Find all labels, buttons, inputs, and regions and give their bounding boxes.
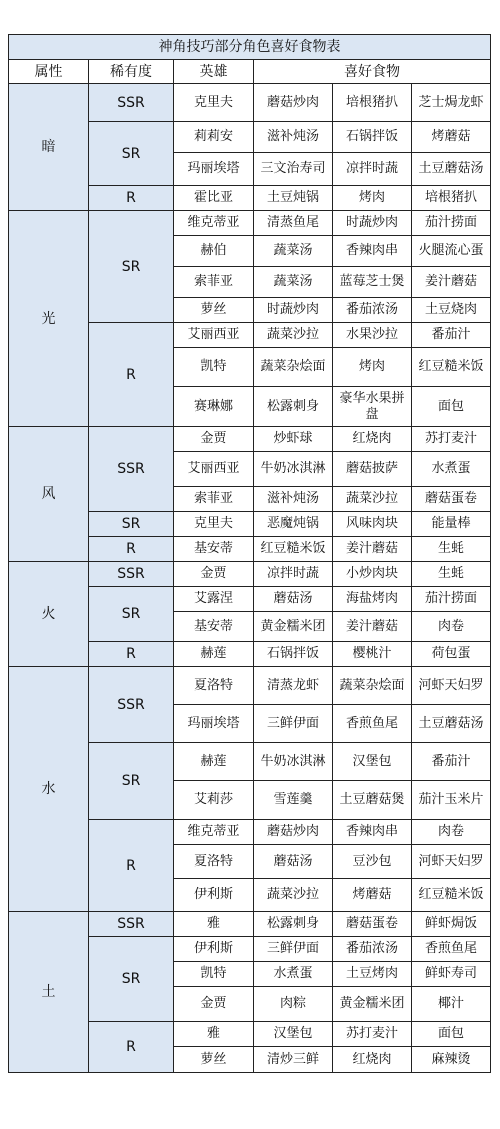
hero-name-cell: 金贾 [174,427,254,452]
hero-name-cell: 莉莉安 [174,122,254,153]
favorite-food-cell: 石锅拌饭 [333,122,412,153]
favorite-food-cell: 肉卷 [412,612,491,642]
favorite-food-cell: 蔬菜杂烩面 [333,667,412,705]
favorite-food-cell: 恶魔炖锅 [254,512,333,537]
food-table-container [8,34,491,1073]
favorite-food-cell: 风味肉块 [333,512,412,537]
favorite-food-cell: 培根猪扒 [333,84,412,122]
rarity-cell: SR [89,512,174,537]
favorite-food-cell: 雪莲羹 [254,781,333,820]
table-row [9,667,491,705]
favorite-food-cell: 麻辣烫 [412,1047,491,1073]
favorite-food-cell: 烤蘑菇 [333,879,412,912]
favorite-food-cell: 蓝莓芝士煲 [333,267,412,298]
favorite-food-cell: 蔬菜汤 [254,236,333,267]
attribute-cell: 水 [9,667,89,912]
hero-name-cell: 赫莲 [174,642,254,667]
favorite-food-cell: 松露刺身 [254,912,333,937]
favorite-food-cell: 樱桃汁 [333,642,412,667]
favorite-food-cell: 时蔬炒肉 [254,298,333,323]
hero-name-cell: 艾丽西亚 [174,323,254,348]
favorite-food-cell: 小炒肉块 [333,562,412,587]
favorite-food-cell: 蔬菜沙拉 [254,879,333,912]
favorite-food-cell: 牛奶冰淇淋 [254,743,333,781]
hero-name-cell: 基安蒂 [174,612,254,642]
favorite-food-cell: 鲜虾寿司 [412,962,491,987]
favorite-food-cell: 蘑菇汤 [254,587,333,612]
favorite-food-cell: 面包 [412,1022,491,1047]
rarity-cell: SSR [89,667,174,743]
rarity-cell: SR [89,937,174,1022]
favorite-food-cell: 蔬菜沙拉 [333,487,412,512]
hero-name-cell: 玛丽埃塔 [174,153,254,186]
hero-name-cell: 索菲亚 [174,267,254,298]
table-title: 神角技巧部分角色喜好食物表 [9,35,491,60]
hero-name-cell: 伊利斯 [174,937,254,962]
table-row [9,427,491,452]
hero-name-cell: 艾丽西亚 [174,452,254,487]
attribute-cell: 土 [9,912,89,1073]
favorite-food-cell: 蘑菇汤 [254,845,333,879]
favorite-food-cell: 烤蘑菇 [412,122,491,153]
favorite-food-cell: 烤肉 [333,186,412,211]
hero-name-cell: 玛丽埃塔 [174,705,254,743]
favorite-food-cell: 蔬菜杂烩面 [254,348,333,387]
hero-name-cell: 金贾 [174,562,254,587]
rarity-cell: SR [89,211,174,323]
hero-name-cell: 维克蒂亚 [174,820,254,845]
favorite-food-cell: 香辣肉串 [333,236,412,267]
favorite-food-cell: 姜汁蘑菇 [333,612,412,642]
favorite-food-cell: 培根猪扒 [412,186,491,211]
favorite-food-cell: 土豆蘑菇汤 [412,705,491,743]
favorite-food-cell: 凉拌时蔬 [333,153,412,186]
favorite-food-cell: 土豆蘑菇煲 [333,781,412,820]
favorite-food-cell: 清蒸龙虾 [254,667,333,705]
hero-name-cell: 凯特 [174,348,254,387]
favorite-food-cell: 土豆烧肉 [412,298,491,323]
favorite-food-cell: 蘑菇披萨 [333,452,412,487]
table-row [9,211,491,236]
hero-name-cell: 克里夫 [174,84,254,122]
rarity-cell: R [89,537,174,562]
favorite-food-cell: 番茄汁 [412,743,491,781]
title-row [9,35,491,60]
rarity-cell: R [89,1022,174,1073]
favorite-food-cell: 红烧肉 [333,1047,412,1073]
hero-name-cell: 赫伯 [174,236,254,267]
favorite-food-cell: 红豆糙米饭 [412,348,491,387]
favorite-food-cell: 红豆糙米饭 [412,879,491,912]
hero-name-cell: 赛琳娜 [174,387,254,427]
rarity-cell: SR [89,587,174,642]
favorite-food-cell: 芝士焗龙虾 [412,84,491,122]
header-rarity: 稀有度 [89,60,174,84]
favorite-food-cell: 蔬菜汤 [254,267,333,298]
rarity-cell: R [89,323,174,427]
table-row [9,912,491,937]
favorite-food-cell: 荷包蛋 [412,642,491,667]
attribute-cell: 暗 [9,84,89,211]
favorite-food-cell: 香煎鱼尾 [412,937,491,962]
hero-name-cell: 雅 [174,912,254,937]
favorite-food-cell: 椰汁 [412,987,491,1022]
favorite-food-cell: 烤肉 [333,348,412,387]
favorite-food-cell: 黄金糯米团 [254,612,333,642]
favorite-food-cell: 香辣肉串 [333,820,412,845]
favorite-food-cell: 肉卷 [412,820,491,845]
favorite-food-cell: 三鲜伊面 [254,705,333,743]
favorite-food-cell: 清蒸鱼尾 [254,211,333,236]
rarity-cell: SSR [89,84,174,122]
header-attribute: 属性 [9,60,89,84]
attribute-cell: 火 [9,562,89,667]
favorite-food-cell: 水煮蛋 [412,452,491,487]
rarity-cell: R [89,642,174,667]
favorite-food-cell: 番茄浓汤 [333,937,412,962]
favorite-food-cell: 番茄汁 [412,323,491,348]
favorite-food-cell: 石锅拌饭 [254,642,333,667]
favorite-food-cell: 蘑菇蛋卷 [412,487,491,512]
header-row [9,60,491,84]
hero-name-cell: 基安蒂 [174,537,254,562]
favorite-food-cell: 水煮蛋 [254,962,333,987]
favorite-food-cell: 姜汁蘑菇 [412,267,491,298]
hero-name-cell: 克里夫 [174,512,254,537]
favorite-food-cell: 面包 [412,387,491,427]
rarity-cell: SR [89,122,174,186]
favorite-food-cell: 豆沙包 [333,845,412,879]
favorite-food-cell: 水果沙拉 [333,323,412,348]
favorite-food-cell: 红烧肉 [333,427,412,452]
favorite-food-cell: 香煎鱼尾 [333,705,412,743]
favorite-food-cell: 河虾天妇罗 [412,667,491,705]
favorite-food-cell: 豪华水果拼盘 [333,387,412,427]
favorite-food-cell: 松露刺身 [254,387,333,427]
favorite-food-cell: 三文治寿司 [254,153,333,186]
favorite-food-cell: 时蔬炒肉 [333,211,412,236]
favorite-food-cell: 茄汁玉米片 [412,781,491,820]
favorite-food-cell: 蘑菇炒肉 [254,820,333,845]
favorite-food-cell: 能量棒 [412,512,491,537]
favorite-food-cell: 凉拌时蔬 [254,562,333,587]
favorite-food-cell: 火腿流心蛋 [412,236,491,267]
favorite-food-cell: 红豆糙米饭 [254,537,333,562]
rarity-cell: SSR [89,912,174,937]
favorite-food-cell: 苏打麦汁 [333,1022,412,1047]
favorite-food-cell: 黄金糯米团 [333,987,412,1022]
table-row [9,84,491,122]
favorite-food-cell: 苏打麦汁 [412,427,491,452]
favorite-food-cell: 番茄浓汤 [333,298,412,323]
hero-name-cell: 金贾 [174,987,254,1022]
hero-name-cell: 艾露涅 [174,587,254,612]
rarity-cell: SR [89,743,174,820]
rarity-cell: SSR [89,427,174,512]
rarity-cell: R [89,820,174,912]
header-favorite-food: 喜好食物 [254,60,491,84]
favorite-food-cell: 蔬菜沙拉 [254,323,333,348]
favorite-food-cell: 牛奶冰淇淋 [254,452,333,487]
favorite-food-cell: 鲜虾焗饭 [412,912,491,937]
favorite-food-cell: 姜汁蘑菇 [333,537,412,562]
hero-name-cell: 维克蒂亚 [174,211,254,236]
favorite-food-cell: 茄汁捞面 [412,587,491,612]
rarity-cell: SSR [89,562,174,587]
hero-name-cell: 萝丝 [174,1047,254,1073]
favorite-food-cell: 滋补炖汤 [254,487,333,512]
hero-name-cell: 夏洛特 [174,667,254,705]
hero-name-cell: 索菲亚 [174,487,254,512]
favorite-food-cell: 蘑菇蛋卷 [333,912,412,937]
favorite-food-cell: 汉堡包 [333,743,412,781]
header-hero: 英雄 [174,60,254,84]
favorite-food-cell: 河虾天妇罗 [412,845,491,879]
favorite-food-cell: 蘑菇炒肉 [254,84,333,122]
hero-name-cell: 萝丝 [174,298,254,323]
table-row [9,562,491,587]
favorite-food-cell: 海盐烤肉 [333,587,412,612]
favorite-food-table [8,34,491,1073]
favorite-food-cell: 滋补炖汤 [254,122,333,153]
favorite-food-cell: 生蚝 [412,537,491,562]
favorite-food-cell: 三鲜伊面 [254,937,333,962]
favorite-food-cell: 汉堡包 [254,1022,333,1047]
hero-name-cell: 艾莉莎 [174,781,254,820]
favorite-food-cell: 生蚝 [412,562,491,587]
hero-name-cell: 夏洛特 [174,845,254,879]
favorite-food-cell: 炒虾球 [254,427,333,452]
favorite-food-cell: 肉粽 [254,987,333,1022]
hero-name-cell: 霍比亚 [174,186,254,211]
attribute-cell: 光 [9,211,89,427]
hero-name-cell: 赫莲 [174,743,254,781]
favorite-food-cell: 土豆烤肉 [333,962,412,987]
favorite-food-cell: 土豆炖锅 [254,186,333,211]
rarity-cell: R [89,186,174,211]
hero-name-cell: 雅 [174,1022,254,1047]
favorite-food-cell: 清炒三鲜 [254,1047,333,1073]
hero-name-cell: 伊利斯 [174,879,254,912]
favorite-food-cell: 土豆蘑菇汤 [412,153,491,186]
favorite-food-cell: 茄汁捞面 [412,211,491,236]
attribute-cell: 风 [9,427,89,562]
hero-name-cell: 凯特 [174,962,254,987]
